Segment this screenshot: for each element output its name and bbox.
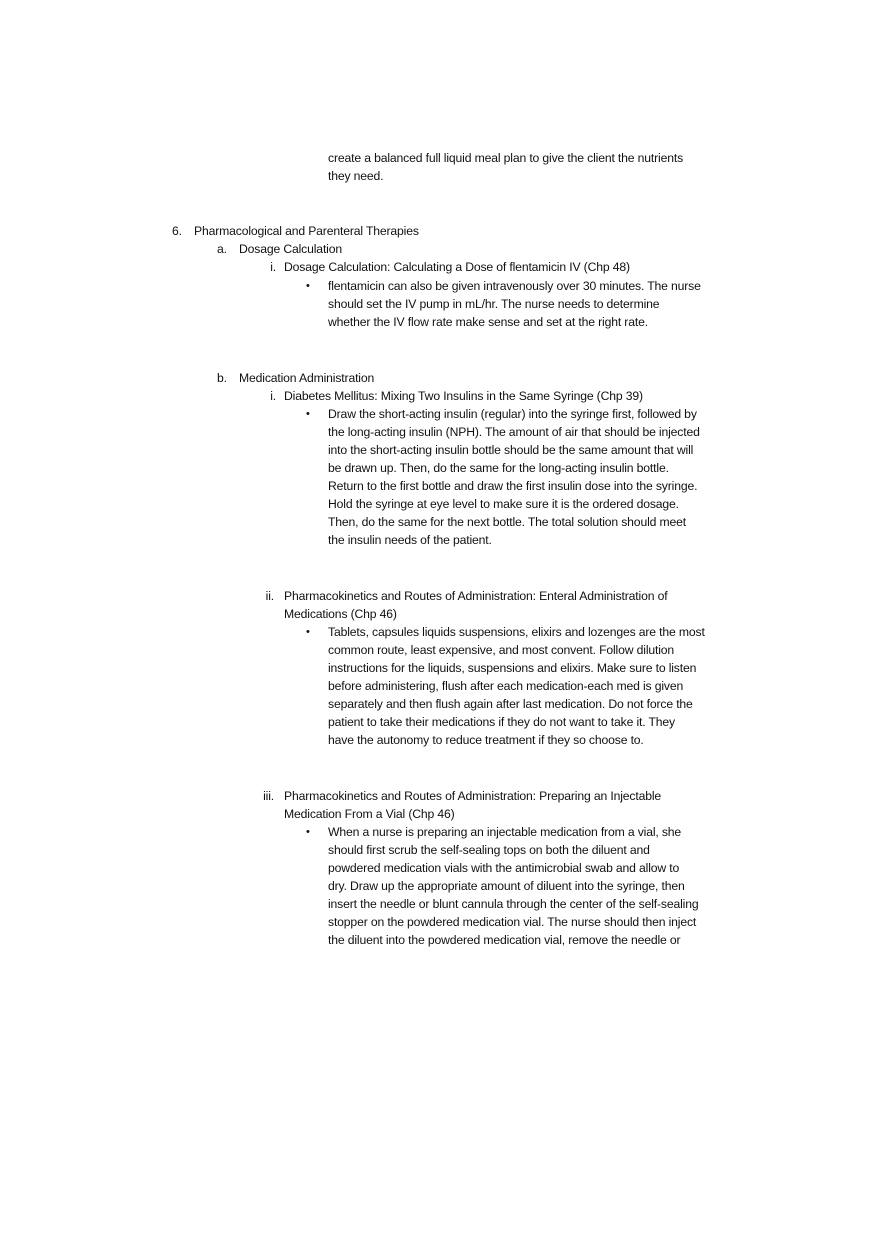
bullet-line: the long-acting insulin (NPH). The amount of air that should be injected — [328, 425, 700, 439]
bullet-line: Return to the first bottle and draw the first insulin dose into the syringe. — [328, 479, 698, 493]
bullet-line: instructions for the liquids, suspensions and elixirs. Make sure to listen — [328, 661, 697, 675]
bullet-line: flentamicin can also be given intravenously over 30 minutes. The nurse — [328, 279, 701, 293]
bullet-line: have the autonomy to reduce treatment if they so choose to. — [328, 733, 644, 747]
bullet-line: Draw the short-acting insulin (regular) into the syringe first, followed by — [328, 407, 697, 421]
bullet-line: Hold the syringe at eye level to make sure it is the ordered dosage. — [328, 497, 679, 511]
bullet-line: the diluent into the powdered medication vial, remove the needle or — [328, 933, 681, 947]
bullet-line: should first scrub the self-sealing tops on both the diluent and — [328, 843, 650, 857]
topic-heading: Pharmacokinetics and Routes of Administration: Preparing an Injectable — [284, 789, 662, 803]
list-roman: i. — [270, 389, 276, 403]
list-roman: iii. — [263, 789, 274, 803]
bullet-icon: • — [306, 826, 310, 838]
bullet-line: common route, least expensive, and most convent. Follow dilution — [328, 643, 675, 657]
bullet-line: whether the IV flow rate make sense and set at the right rate. — [328, 315, 648, 329]
bullet-line: dry. Draw up the appropriate amount of diluent into the syringe, then — [328, 879, 685, 893]
bullet-line: the insulin needs of the patient. — [328, 533, 492, 547]
paragraph-line: they need. — [328, 169, 384, 183]
list-letter: b. — [217, 371, 227, 385]
topic-heading: Pharmacokinetics and Routes of Administration: Enteral Administration of — [284, 589, 668, 603]
section-heading: Pharmacological and Parenteral Therapies — [194, 224, 419, 238]
bullet-line: should set the IV pump in mL/hr. The nurse needs to determine — [328, 297, 660, 311]
bullet-icon: • — [306, 280, 310, 292]
bullet-line: patient to take their medications if they do not want to take it. They — [328, 715, 675, 729]
topic-heading: Dosage Calculation: Calculating a Dose of flentamicin IV (Chp 48) — [284, 260, 630, 274]
bullet-icon: • — [306, 626, 310, 638]
topic-heading: Diabetes Mellitus: Mixing Two Insulins in the Same Syringe (Chp 39) — [284, 389, 643, 403]
list-roman: ii. — [265, 589, 274, 603]
bullet-line: stopper on the powdered medication vial. The nurse should then inject — [328, 915, 697, 929]
bullet-line: insert the needle or blunt cannula through the center of the self-sealing — [328, 897, 699, 911]
subsection-heading: Dosage Calculation — [239, 242, 342, 256]
bullet-line: be drawn up. Then, do the same for the long-acting insulin bottle. — [328, 461, 669, 475]
bullet-line: before administering, flush after each medication-each med is given — [328, 679, 684, 693]
bullet-icon: • — [306, 408, 310, 420]
bullet-line: into the short-acting insulin bottle should be the same amount that will — [328, 443, 694, 457]
topic-heading: Medications (Chp 46) — [284, 607, 397, 621]
paragraph-line: create a balanced full liquid meal plan to give the client the nutrients — [328, 151, 684, 165]
topic-heading: Medication From a Vial (Chp 46) — [284, 807, 455, 821]
subsection-heading: Medication Administration — [239, 371, 375, 385]
list-roman: i. — [270, 260, 276, 274]
list-letter: a. — [217, 242, 227, 256]
bullet-line: When a nurse is preparing an injectable medication from a vial, she — [328, 825, 682, 839]
bullet-line: separately and then flush again after last medication. Do not force the — [328, 697, 693, 711]
bullet-line: powdered medication vials with the antimicrobial swab and allow to — [328, 861, 680, 875]
list-number: 6. — [172, 224, 182, 238]
bullet-line: Then, do the same for the next bottle. The total solution should meet — [328, 515, 686, 529]
bullet-line: Tablets, capsules liquids suspensions, elixirs and lozenges are the most — [328, 625, 705, 639]
